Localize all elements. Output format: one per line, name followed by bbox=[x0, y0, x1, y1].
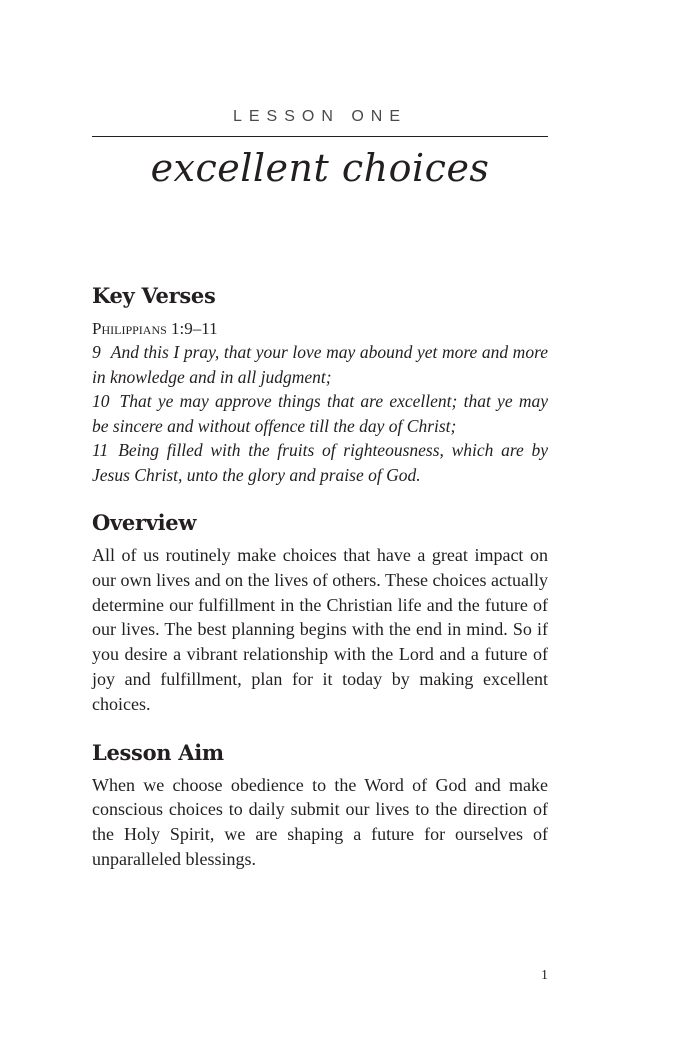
verse-text: Being filled with the fruits of righteousness, which are by Jesus Christ, unto the glory and praise of God. bbox=[92, 440, 548, 485]
scripture-reference: Philippians 1:9–11 bbox=[92, 319, 218, 338]
page-content bbox=[92, 282, 548, 872]
overview-heading: Overview bbox=[92, 510, 197, 535]
lesson-aim-section bbox=[92, 739, 548, 872]
overview-section bbox=[92, 509, 548, 717]
key-verses-section bbox=[92, 282, 548, 487]
verse-text: And this I pray, that your love may abound yet more and more in knowledge and in all judgment; bbox=[92, 342, 548, 387]
verse-item bbox=[92, 340, 548, 389]
verse-text: That ye may approve things that are excellent; that ye may be sincere and without offence till the day of Christ; bbox=[92, 391, 548, 436]
page-number: 1 bbox=[541, 968, 548, 983]
lesson-label: LESSON ONE bbox=[232, 108, 408, 125]
verse-item bbox=[92, 438, 548, 487]
lesson-aim-heading: Lesson Aim bbox=[92, 739, 224, 765]
key-verses-heading: Key Verses bbox=[92, 283, 216, 308]
verse-number: 10 bbox=[92, 391, 110, 411]
lesson-aim-body: When we choose obedience to the Word of God and make conscious choices to daily submit our lives to the direction of the Holy Spirit, we are shaping a future for ourselves of unparalleled blessings. bbox=[92, 774, 548, 869]
spacer bbox=[92, 717, 548, 739]
lesson-title: excellent choices bbox=[150, 146, 490, 190]
spacer bbox=[92, 487, 548, 509]
overview-body: All of us routinely make choices that have a great impact on our own lives and on the lives of others. These choices actually determine our fulfillment in the Christian life and the future of our lives. The best planning begins with the end in mind. So if you desire a vibrant relationship with the Lord and a future of joy and fulfillment, plan for it today by making excellent choices. bbox=[92, 545, 548, 714]
verse-item bbox=[92, 389, 548, 438]
verse-number: 9 bbox=[92, 342, 101, 362]
title-divider bbox=[92, 136, 548, 137]
verse-number: 11 bbox=[92, 440, 109, 460]
